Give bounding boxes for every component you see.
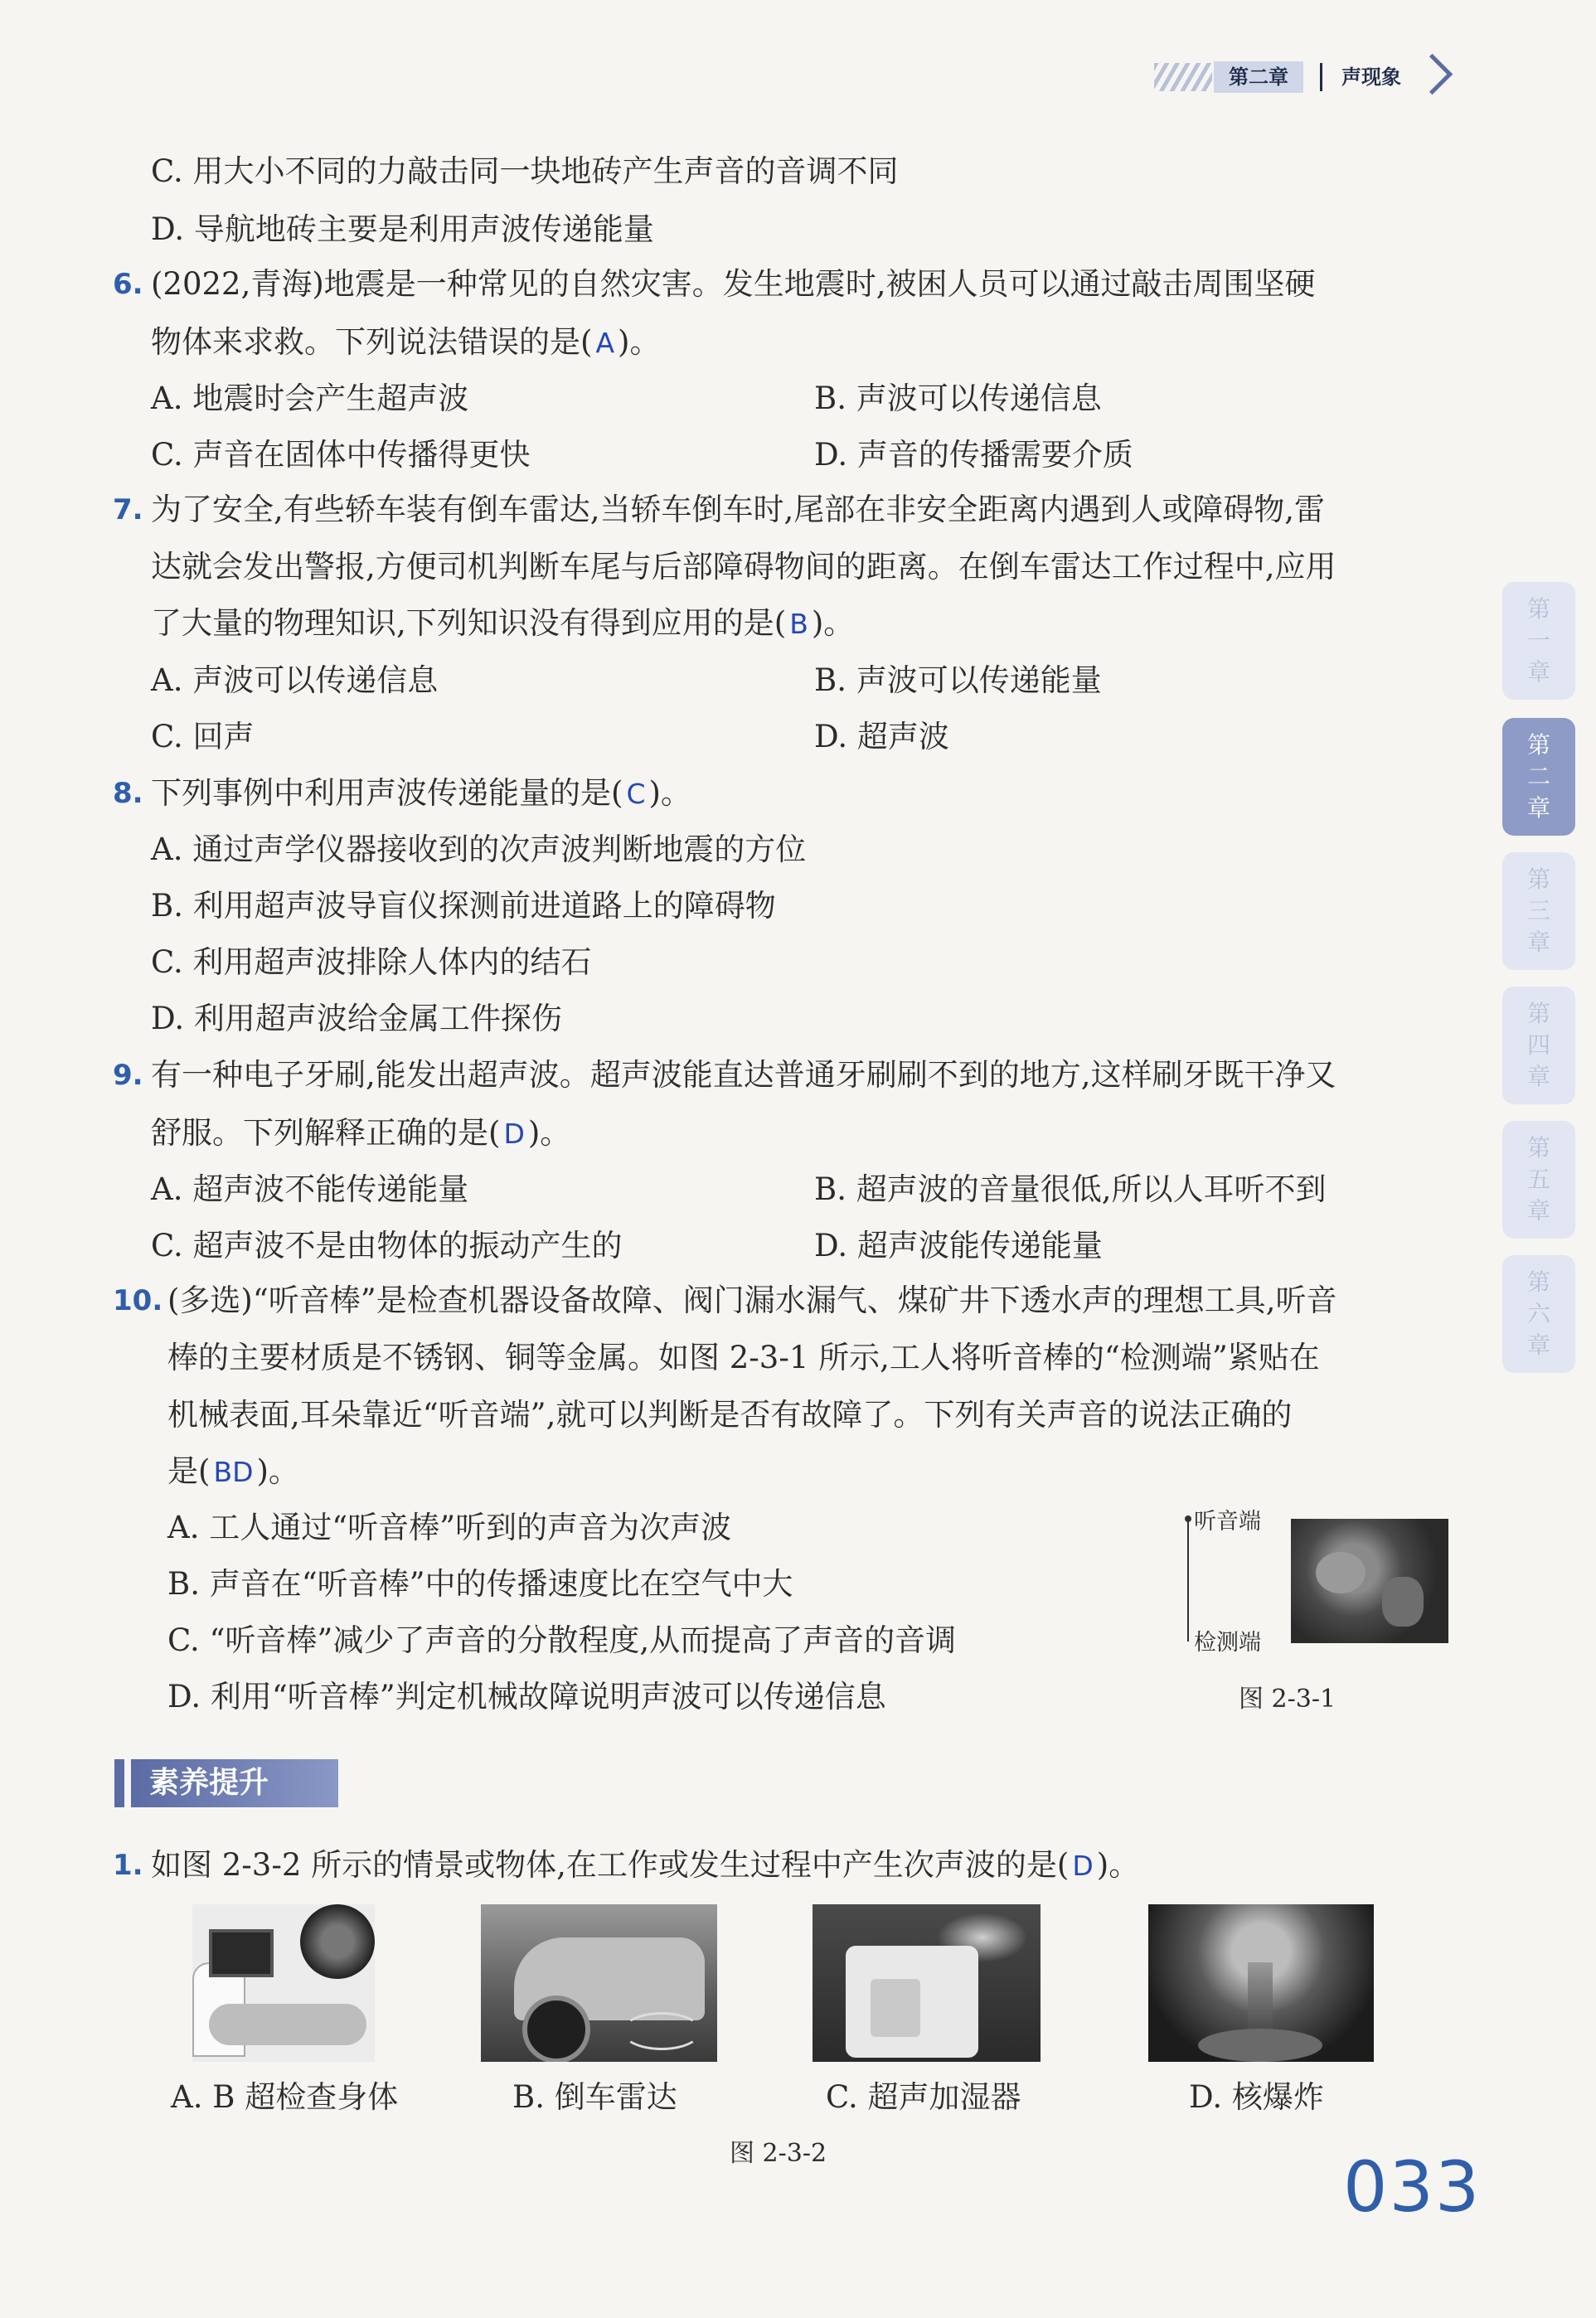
q8-answer: C [626, 778, 646, 810]
q10-answer: BD [213, 1456, 254, 1488]
q9-option-a: A. 超声波不能传递能量 [151, 1171, 469, 1207]
section-title: 素养提升 [131, 1759, 338, 1807]
fig-label-listening-end: 听音端 [1194, 1509, 1261, 1535]
q9-answer: D [503, 1118, 525, 1150]
q7-option-b: B. 声波可以传递能量 [814, 662, 1102, 698]
nuclear-explosion-photo [1148, 1904, 1374, 2062]
reversing-radar-photo [481, 1904, 717, 2062]
s1-stem-line1: 如图 2-3-2 所示的情景或物体,在工作或发生过程中产生次声波的是( D )。 [151, 1847, 1140, 1883]
chapter-label: 第二章 [1214, 61, 1303, 93]
q8-option-b: B. 利用超声波导盲仪探测前进道路上的障碍物 [151, 888, 776, 924]
q9-option-b: B. 超声波的音量很低,所以人耳听不到 [814, 1171, 1327, 1207]
q9-stem-line2: 舒服。下列解释正确的是( D )。 [151, 1115, 571, 1151]
q7-stem-line1: 为了安全,有些轿车装有倒车雷达,当轿车倒车时,尾部在非安全距离内遇到人或障碍物,雷 [151, 492, 1326, 527]
s1-caption-d: D. 核爆炸 [1189, 2079, 1324, 2115]
side-tab-chapter-3[interactable]: 第 三 章 [1502, 852, 1575, 970]
q8-stem-line1: 下列事例中利用声波传递能量的是( C )。 [151, 775, 691, 811]
q7-option-a: A. 声波可以传递信息 [151, 662, 439, 698]
q6-stem-line1: (2022,青海)地震是一种常见的自然灾害。发生地震时,被困人员可以通过敲击周围坚硬 [151, 266, 1316, 302]
fig-label-detection-end: 检测端 [1194, 1630, 1261, 1656]
q6-option-d: D. 声音的传播需要介质 [814, 437, 1133, 473]
q7-stem-line2: 达就会发出警报,方便司机判断车尾与后部障碍物间的距离。在倒车雷达工作过程中,应用 [151, 549, 1336, 584]
side-tab-chapter-5[interactable]: 第 五 章 [1502, 1121, 1575, 1239]
q7-stem-line3: 了大量的物理知识,下列知识没有得到应用的是( B )。 [151, 605, 855, 641]
q8-option-a: A. 通过声学仪器接收到的次声波判断地震的方位 [151, 832, 807, 867]
q8-number: 8. [113, 777, 143, 810]
q10-stem-line2: 棒的主要材质是不锈钢、铜等金属。如图 2-3-1 所示,工人将听音棒的“检测端”紧贴在 [167, 1340, 1320, 1375]
q6-option-c: C. 声音在固体中传播得更快 [151, 437, 531, 473]
q8-option-c: C. 利用超声波排除人体内的结石 [151, 944, 592, 980]
side-tab-chapter-6[interactable]: 第 六 章 [1502, 1255, 1575, 1373]
q6-answer: A [595, 327, 615, 359]
q10-option-d: D. 利用“听音棒”判定机械故障说明声波可以传递信息 [167, 1679, 886, 1714]
chevron-right-icon [1412, 54, 1453, 95]
q9-number: 9. [113, 1059, 143, 1092]
q7-option-c: C. 回声 [151, 719, 255, 754]
fig-2-3-1-caption: 图 2-3-1 [1239, 1685, 1336, 1714]
s1-caption-a: A. B 超检查身体 [171, 2079, 399, 2115]
listening-rod-line [1187, 1517, 1189, 1642]
q6-number: 6. [113, 268, 143, 301]
q7-option-d: D. 超声波 [814, 719, 949, 754]
q10-stem-line3: 机械表面,耳朵靠近“听音端”,就可以判断是否有故障了。下列有关声音的说法正确的 [167, 1397, 1293, 1433]
header-separator [1320, 63, 1322, 91]
q5-option-d: D. 导航地砖主要是利用声波传递能量 [151, 211, 654, 247]
q6-option-a: A. 地震时会产生超声波 [151, 381, 469, 416]
q10-stem-line1: (多选)“听音棒”是检查机器设备故障、阀门漏水漏气、煤矿井下透水声的理想工具,听音 [167, 1283, 1337, 1318]
q7-number: 7. [113, 493, 143, 526]
q10-option-b: B. 声音在“听音棒”中的传播速度比在空气中大 [167, 1566, 793, 1602]
chapter-topic: 声现象 [1341, 65, 1401, 89]
b-ultrasound-photo [192, 1904, 375, 2062]
q6-option-b: B. 声波可以传递信息 [814, 381, 1102, 416]
s1-caption-b: B. 倒车雷达 [512, 2079, 677, 2115]
q9-option-d: D. 超声波能传递能量 [814, 1228, 1103, 1263]
q10-option-c: C. “听音棒”减少了声音的分散程度,从而提高了声音的音调 [167, 1622, 957, 1658]
q6-stem-line2: 物体来求救。下列说法错误的是( A )。 [151, 324, 661, 360]
q7-answer: B [789, 608, 808, 640]
chapter-header [1154, 55, 1453, 101]
q9-stem-line1: 有一种电子牙刷,能发出超声波。超声波能直达普通牙刷刷不到的地方,这样刷牙既干净又 [151, 1057, 1336, 1093]
page-number: 033 [1343, 2146, 1482, 2228]
q10-stem-line4: 是( BD )。 [167, 1453, 299, 1489]
side-tab-chapter-2[interactable]: 第 二 章 [1502, 718, 1575, 836]
s1-number: 1. [113, 1849, 143, 1882]
header-stripes [1154, 63, 1212, 91]
side-tab-chapter-4[interactable]: 第 四 章 [1502, 987, 1575, 1104]
ultrasonic-humidifier-photo [813, 1904, 1041, 2062]
section-banner [114, 1759, 338, 1807]
q9-option-c: C. 超声波不是由物体的振动产生的 [151, 1228, 623, 1263]
fig-2-3-2-caption: 图 2-3-2 [730, 2139, 827, 2168]
q5-option-c: C. 用大小不同的力敲击同一块地砖产生声音的音调不同 [151, 153, 899, 189]
s1-answer: D [1072, 1850, 1094, 1882]
s1-caption-c: C. 超声加湿器 [826, 2079, 1021, 2115]
worker-listening-photo [1291, 1519, 1448, 1643]
q10-option-a: A. 工人通过“听音棒”听到的声音为次声波 [167, 1510, 732, 1545]
q10-number: 10. [113, 1284, 163, 1317]
side-tab-chapter-1[interactable]: 第 一 章 [1502, 582, 1575, 700]
q8-option-d: D. 利用超声波给金属工件探伤 [151, 1001, 562, 1036]
listening-rod-end-dot [1185, 1515, 1191, 1522]
